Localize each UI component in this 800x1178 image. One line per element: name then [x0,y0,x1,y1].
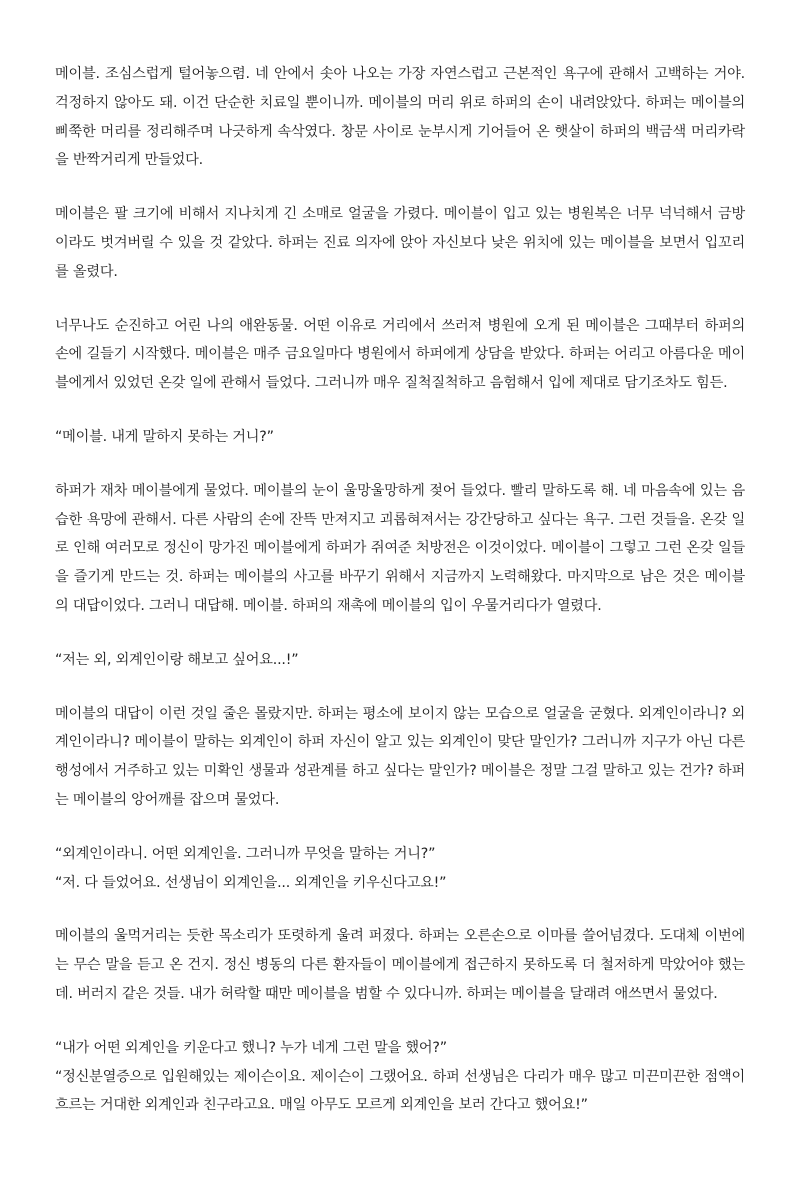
paragraph-1: 메이블. 조심스럽게 털어놓으렴. 네 안에서 솟아 나오는 가장 자연스럽고 근본적인 욕구에 관해서 고백하는 거야. 걱정하지 않아도 돼. 이건 단순한 치료일 뿐이니까. 메이블의 머리 위로 하퍼의 손이 내려앉았다. 하퍼는 메이블의 삐쭉한 머리를 정리해주며 나긋하게 속삭였다. 창문 사이로 눈부시게 기어들어 온 햇살이 하퍼의 백금색 머리카락을 반짝거리게 만들었다. [55,66,745,169]
dialogue-block-2 [55,1034,745,1120]
dialogue-line-mabel-question: “메이블. 내게 말하지 못하는 거니?” [55,428,274,445]
paragraph-7: 메이블의 대답이 이런 것일 줄은 몰랐지만. 하퍼는 평소에 보이지 않는 모습으로 얼굴을 굳혔다. 외계인이라니? 외계인이라니? 메이블이 말하는 외계인이 하퍼 자신이 알고 있는 외계인이 맞단 말인가? 그러니까 지구가 아닌 다른 행성에서 거주하고 있는 미확인 생물과 성관계를 하고 싶다는 말인가? 메이블은 정말 그걸 말하고 있는 건가? 하퍼는 메이블의 앙어깨를 잡으며 물었다. [55,705,745,808]
paragraph-5: 하퍼가 재차 메이블에게 물었다. 메이블의 눈이 울망울망하게 젖어 들었다. 빨리 말하도록 해. 네 마음속에 있는 음습한 욕망에 관해서. 다른 사람의 손에 잔뜩 만져지고 괴롭혀져서는 강간당하고 싶다는 욕구. 그런 것들을. 온갖 일로 인해 여러모로 정신이 망가진 메이블에게 하퍼가 쥐여준 처방전은 이것이었다. 메이블이 그렇고 그런 온갖 일들을 즐기게 만드는 것. 하퍼는 메이블의 사고를 바꾸기 위해서 지금까지 노력해왔다. 마지막으로 남은 것은 메이블의 대답이었다. 그러니 대답해. 메이블. 하퍼의 재촉에 메이블의 입이 우물거리다가 열렸다. [55,482,745,614]
paragraph-2: 메이블은 팔 크기에 비해서 지나치게 긴 소매로 얼굴을 가렸다. 메이블이 입고 있는 병원복은 너무 넉넉해서 금방이라도 벗겨버릴 수 있을 것 같았다. 하퍼는 진료 의자에 앉아 자신보다 낮은 위치에 있는 메이블을 보면서 입꼬리를 올렸다. [55,206,745,280]
dialogue-block-1 [55,840,745,898]
paragraph-3: 너무나도 순진하고 어린 나의 애완동물. 어떤 이유로 거리에서 쓰러져 병원에 오게 된 메이블은 그때부터 하퍼의 손에 길들기 시작했다. 메이블은 매주 금요일마다 병원에서 하퍼에게 상담을 받았다. 하퍼는 어리고 아름다운 메이블에게서 있었던 온갖 일에 관해서 들었다. 그러니까 매우 질척질척하고 음험해서 입에 제대로 담기조차도 힘든. [55,317,745,392]
dialogue-line: “정신분열증으로 입원해있는 제이슨이요. 제이슨이 그랬어요. 하퍼 선생님은 다리가 매우 많고 미끈미끈한 점액이 흐르는 거대한 외계인과 친구라고요. 매일 아무도 모르게 외계인을 보러 간다고 했어요!” [55,1068,745,1114]
paragraph-8: 메이블의 울먹거리는 듯한 목소리가 또렷하게 울려 퍼졌다. 하퍼는 오른손으로 이마를 쓸어넘겼다. 도대체 이번에는 무슨 말을 듣고 온 건지. 정신 병동의 다른 환자들이 메이블에게 접근하지 못하도록 더 철저하게 막았어야 했는데. 버러지 같은 것들. 내가 허락할 때만 메이블을 범할 수 있다니까. 하퍼는 메이블을 달래려 애쓰면서 물었다. [55,928,745,1002]
dialogue-line: “내가 어떤 외계인을 키운다고 했니? 누가 네게 그런 말을 했어?” [55,1039,447,1056]
dialogue-line: “저. 다 들었어요. 선생님이 외계인을... 외계인을 키우신다고요!” [55,874,447,891]
dialogue-line: “외계인이라니. 어떤 외계인을. 그러니까 무엇을 말하는 거니?” [55,845,436,862]
dialogue-line-alien-wish: “저는 외, 외계인이랑 해보고 싶어요...!” [55,651,299,668]
